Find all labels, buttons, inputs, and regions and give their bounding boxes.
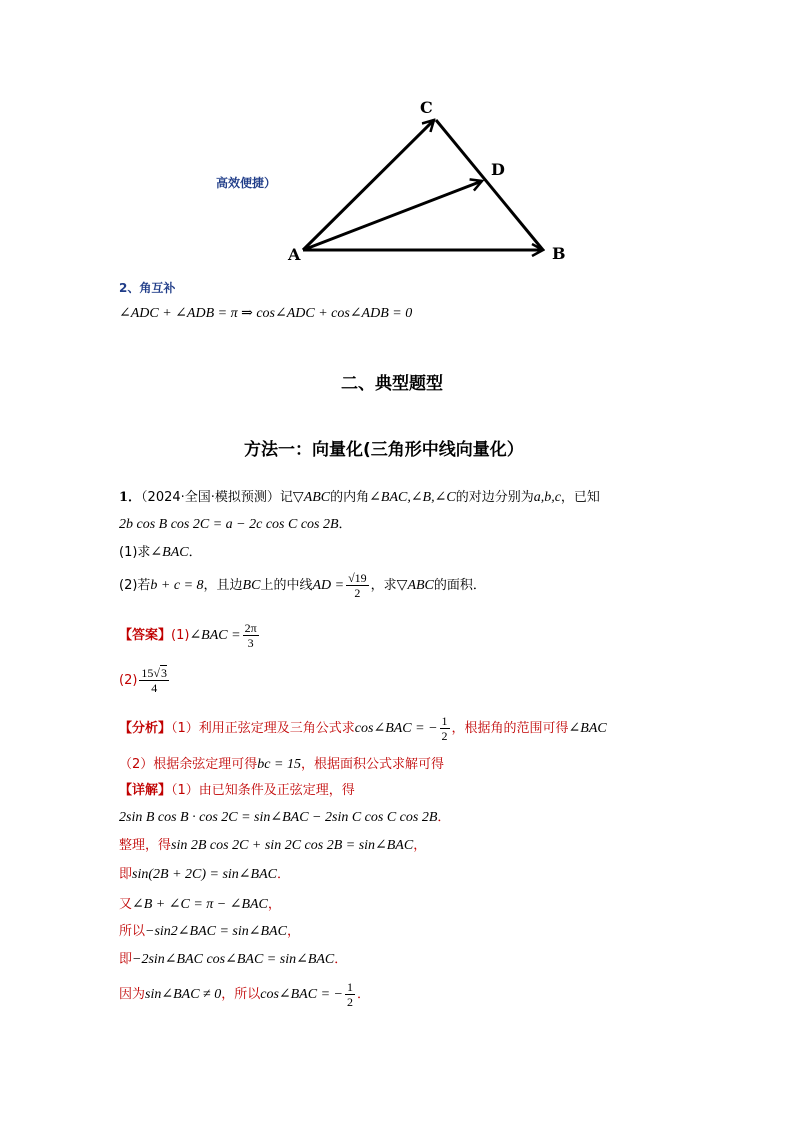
equation: 2sin B cos B · cos 2C = sin∠BAC − 2sin C cos C cos 2B xyxy=(119,810,438,825)
stem-text: 记 xyxy=(279,490,293,505)
equation: −2sin∠BAC cos∠BAC = sin∠BAC xyxy=(132,952,335,967)
q2-text: ，且边 xyxy=(203,578,243,593)
analysis-line-1 xyxy=(119,714,607,743)
punct: ． xyxy=(356,987,370,1002)
analysis-text: ，根据面积公式求解可得 xyxy=(300,757,444,772)
q2-text: 上的中线 xyxy=(260,578,313,593)
detail-fraction: $\frac{1}{2}$ xyxy=(346,980,353,1009)
detail-eq-1 xyxy=(119,806,450,826)
triangle-symbol: ▽ABC xyxy=(292,490,331,505)
analysis-fraction: $\frac{1}{2}$ xyxy=(441,714,448,743)
sides-expr: a,b,c xyxy=(533,490,561,505)
answer-2 xyxy=(119,666,171,695)
vector-ac xyxy=(303,120,434,250)
label-a: A xyxy=(288,245,301,264)
section-2-formula: ∠ADC + ∠ADB = π ⇒ cos∠ADC + cos∠ADB = 0 xyxy=(119,306,413,321)
problem-line-1 xyxy=(119,486,600,506)
equation: −sin2∠BAC = sin∠BAC xyxy=(145,924,287,939)
angles-expr: ∠BAC,∠B,∠C xyxy=(369,490,456,505)
detail-eq-3 xyxy=(119,863,290,883)
detail-text: ，所以 xyxy=(221,987,261,1002)
triangle-figure xyxy=(270,90,590,270)
detail-text: 即 xyxy=(119,867,133,882)
triangle-symbol: ▽ABC xyxy=(396,578,434,593)
problem-number: 1． xyxy=(119,490,142,505)
analysis-text: （2）根据余弦定理可得 xyxy=(119,757,258,772)
equation: sin(2B + 2C) = sin∠BAC xyxy=(132,867,277,882)
q2-text: (2)若 xyxy=(119,578,151,593)
punct: ． xyxy=(334,952,348,967)
punct: ． xyxy=(276,867,290,882)
detail-eq-7 xyxy=(119,980,370,1009)
detail-text: 又 xyxy=(119,897,133,912)
part-title: 二、典型题型 xyxy=(341,374,443,394)
equation: ∠B + ∠C = π − ∠BAC xyxy=(132,897,268,912)
detail-eq-5 xyxy=(119,920,300,940)
segment-cb xyxy=(436,120,543,250)
period: ． xyxy=(188,545,202,560)
answer-2-fraction: $\frac{15√3}{4}$ xyxy=(141,666,168,695)
q2-sum: b + c = 8 xyxy=(150,578,204,593)
vector-ad xyxy=(303,181,482,250)
punct: ， xyxy=(267,897,281,912)
answer-prefix: (1) xyxy=(171,628,190,643)
analysis-line-2 xyxy=(119,753,444,773)
q2-side: BC xyxy=(242,578,261,593)
equation: sin 2B cos 2C + sin 2C cos 2B = sin∠BAC xyxy=(171,838,414,853)
equation: sin∠BAC ≠ 0 xyxy=(145,987,222,1002)
equation: cos∠BAC = − xyxy=(260,987,343,1002)
analysis-text: ，根据角的范围可得 xyxy=(451,721,569,736)
q1-text: (1)求 xyxy=(119,545,151,560)
answer-prefix: (2) xyxy=(119,673,138,688)
detail-text: 整理，得 xyxy=(119,838,172,853)
q2-text: ，求 xyxy=(370,578,397,593)
method-title: 方法一：向量化(三角形中线向量化） xyxy=(244,440,524,460)
stem-text: ，已知 xyxy=(560,490,600,505)
punct: ． xyxy=(437,810,451,825)
answer-label: 【答案】 xyxy=(119,628,172,643)
punct: ， xyxy=(286,924,300,939)
analysis-label: 【分析】 xyxy=(119,721,172,736)
stem-text: 的对边分别为 xyxy=(455,490,534,505)
answer-1 xyxy=(119,621,261,650)
period: ． xyxy=(338,517,352,532)
question-1 xyxy=(119,541,202,561)
problem-source: （2024·全国·模拟预测） xyxy=(141,490,280,505)
median-fraction: $\frac{√19}{2}$ xyxy=(348,571,367,600)
analysis-target: ∠BAC xyxy=(568,721,607,736)
detail-text: （1）由已知条件及正弦定理，得 xyxy=(171,783,355,798)
detail-text: 即 xyxy=(119,952,133,967)
detail-eq-6 xyxy=(119,948,347,968)
answer-1-fraction: $\frac{2\pi}{3}$ xyxy=(244,621,257,650)
punct: ， xyxy=(413,838,427,853)
detail-label: 【详解】 xyxy=(119,783,172,798)
q2-median: AD = xyxy=(312,578,345,593)
analysis-text: （1）利用正弦定理及三角公式求 xyxy=(171,721,355,736)
detail-text: 所以 xyxy=(119,924,146,939)
answer-1-expr: ∠BAC = xyxy=(189,628,241,643)
label-d: D xyxy=(491,160,505,179)
problem-condition xyxy=(119,513,352,533)
q1-target: ∠BAC xyxy=(150,545,189,560)
figure-note: 高效便捷） xyxy=(216,176,277,190)
stem-text: 的内角 xyxy=(330,490,370,505)
detail-eq-2 xyxy=(119,834,426,854)
analysis-expr: bc = 15 xyxy=(257,757,301,772)
section-2-title: 2、角互补 xyxy=(119,281,176,295)
q2-text: 的面积． xyxy=(433,578,486,593)
condition-expr: 2b cos B cos 2C = a − 2c cos C cos 2B xyxy=(119,517,339,532)
detail-eq-4 xyxy=(119,893,281,913)
detail-intro xyxy=(119,779,355,798)
analysis-expr: cos∠BAC = − xyxy=(354,721,438,736)
label-c: C xyxy=(420,98,433,117)
question-2 xyxy=(119,571,486,600)
label-b: B xyxy=(552,244,566,263)
detail-text: 因为 xyxy=(119,987,146,1002)
